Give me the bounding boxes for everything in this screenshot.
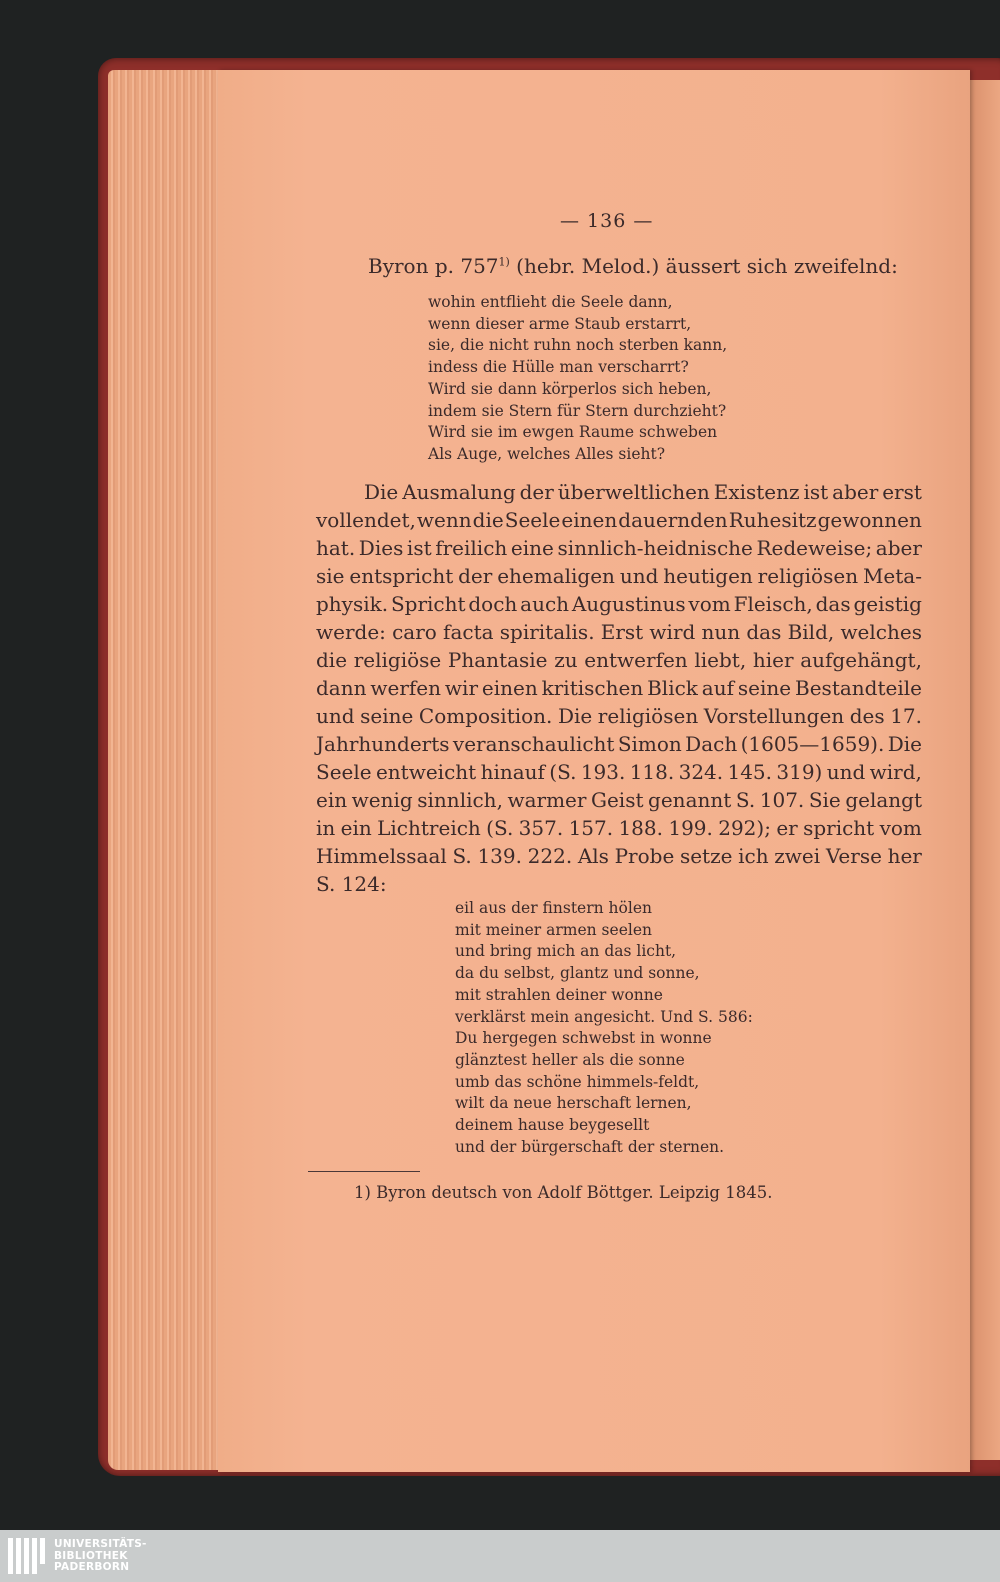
prose-word: wird,: [869, 760, 922, 784]
prose-word: welches: [840, 620, 922, 644]
intro-line: [368, 254, 898, 278]
prose-word: Die: [364, 480, 399, 504]
prose-line: [316, 786, 922, 814]
prose-word: her: [887, 844, 922, 868]
prose-word: entspricht: [349, 564, 454, 588]
intro-text-before: Byron p. 757: [368, 254, 499, 278]
prose-word: vollendet,: [316, 508, 416, 532]
prose-word: Sie: [808, 788, 841, 812]
poem-line: glänztest heller als die sonne: [455, 1050, 685, 1069]
poem-line: wohin entflieht die Seele dann,: [428, 293, 673, 311]
prose-word: Bild,: [787, 620, 835, 644]
prose-word: hinauf: [480, 760, 545, 784]
poem-line: mit meiner armen seelen: [455, 920, 652, 939]
prose-word: sinnlich-heidnische: [557, 536, 753, 560]
prose-word: religiöse: [353, 648, 442, 672]
library-logo-text: [54, 1539, 147, 1574]
prose-word: ist: [406, 536, 432, 560]
prose-word: Spricht: [390, 592, 466, 616]
prose-word: seine: [737, 676, 792, 700]
prose-word: Seele: [504, 508, 561, 532]
prose-word: nun: [701, 620, 741, 644]
prose-word: geistig: [853, 592, 922, 616]
logo-line: UNIVERSITÄTS-: [54, 1538, 147, 1550]
prose-word: wird: [649, 620, 696, 644]
logo-line: PADERBORN: [54, 1561, 130, 1573]
prose-word: sie: [316, 564, 345, 588]
prose-word: 139.: [477, 844, 522, 868]
prose-word: ich: [738, 844, 769, 868]
page-number: — 136 —: [560, 210, 654, 232]
prose-word: 145.: [727, 760, 773, 784]
prose-line: [316, 646, 922, 674]
prose-word: eine: [510, 536, 554, 560]
prose-word: vom: [688, 592, 731, 616]
prose-word: Vorstellungen: [703, 704, 845, 728]
prose-word: Bestandteile: [795, 676, 922, 700]
poem-line: umb das schöne himmels-feldt,: [455, 1072, 700, 1091]
prose-word: ist: [803, 480, 829, 504]
prose-line: S. 124:: [316, 872, 387, 896]
prose-word: Ausmalung: [402, 480, 516, 504]
prose-word: wenn: [416, 508, 472, 532]
footnote-ref: 1): [498, 255, 510, 269]
prose-word: einen: [561, 508, 618, 532]
prose-word: wir: [444, 676, 478, 700]
prose-word: Blick: [647, 676, 698, 700]
prose-word: überweltlichen: [557, 480, 710, 504]
prose-word: Phantasie: [447, 648, 548, 672]
prose-word: genannt: [648, 788, 732, 812]
poem-dach: [455, 898, 753, 1158]
footnote: 1) Byron deutsch von Adolf Böttger. Leipzig 1845.: [354, 1183, 773, 1202]
prose-word: und: [619, 564, 659, 588]
prose-word: veranschaulicht: [452, 732, 615, 756]
prose-line: [316, 842, 922, 870]
prose-line: [316, 730, 922, 758]
prose-paragraph: [316, 478, 922, 898]
prose-word: liebt,: [694, 648, 747, 672]
next-page-edge: [968, 80, 1000, 1460]
prose-word: 199.: [668, 816, 713, 840]
prose-word: freilich: [435, 536, 508, 560]
prose-line: [316, 674, 922, 702]
prose-word: auf: [701, 676, 735, 700]
prose-word: Seele: [316, 760, 372, 784]
page-edges: [108, 70, 226, 1470]
prose-word: kritischen: [541, 676, 644, 700]
poem-line: mit strahlen deiner wonne: [455, 985, 663, 1004]
prose-line: [316, 814, 922, 842]
prose-word: ein: [316, 788, 348, 812]
prose-line: [316, 758, 922, 786]
prose-word: werfen: [370, 676, 442, 700]
prose-word: des: [849, 704, 885, 728]
prose-word: hier: [752, 648, 794, 672]
prose-word: Verse: [825, 844, 882, 868]
prose-word: Dies: [358, 536, 404, 560]
prose-word: hat.: [316, 536, 356, 560]
prose-word: entwerfen: [584, 648, 688, 672]
logo-line: BIBLIOTHEK: [54, 1549, 128, 1562]
prose-line: [316, 562, 922, 590]
prose-word: Composition.: [418, 704, 553, 728]
footnote-rule: [308, 1171, 420, 1172]
poem-line: da du selbst, glantz und sonne,: [455, 964, 700, 983]
prose-word: warmer: [507, 788, 587, 812]
prose-word: religiösen: [757, 564, 859, 588]
prose-word: 319): [776, 760, 823, 784]
prose-word: 222.: [527, 844, 573, 868]
prose-word: aber: [875, 536, 922, 560]
prose-word: der: [519, 480, 554, 504]
prose-word: spricht: [803, 816, 875, 840]
poem-line: sie, die nicht ruhn noch sterben kann,: [428, 336, 728, 355]
poem-line: wenn dieser arme Staub erstarrt,: [428, 314, 692, 333]
prose-word: werde:: [316, 620, 386, 644]
prose-line: [316, 590, 922, 618]
prose-word: sinnlich,: [417, 788, 503, 812]
poem-line: Als Auge, welches Alles sieht?: [428, 444, 666, 463]
poem-line: und bring mich an das licht,: [455, 942, 677, 961]
library-footer: [0, 1530, 1000, 1582]
prose-word: Fleisch,: [733, 592, 813, 616]
prose-word: er: [776, 816, 798, 840]
poem-line: und der bürgerschaft der sternen.: [455, 1137, 725, 1156]
poem-line: Wird sie im ewgen Raume schweben: [428, 423, 718, 442]
prose-word: caro: [392, 620, 437, 644]
prose-word: der: [458, 564, 493, 588]
prose-word: doch: [468, 592, 518, 616]
prose-word: ehemaligen: [497, 564, 615, 588]
prose-word: 107.: [759, 788, 805, 812]
prose-word: gewonnen: [817, 508, 922, 532]
prose-word: Existenz: [713, 480, 800, 504]
prose-word: Als: [577, 844, 609, 868]
prose-word: 17.: [890, 704, 922, 728]
prose-word: Ruhesitz: [728, 508, 817, 532]
prose-word: 157.: [568, 816, 614, 840]
prose-word: zwei: [774, 844, 821, 868]
prose-word: aufgehängt,: [800, 648, 922, 672]
prose-word: (1605—1659).: [740, 732, 885, 756]
prose-word: facta: [443, 620, 494, 644]
prose-word: 118.: [629, 760, 675, 784]
prose-word: S.: [735, 788, 756, 812]
prose-word: dauernden: [618, 508, 728, 532]
prose-line: [316, 618, 922, 646]
prose-word: und: [826, 760, 866, 784]
poem-line: wilt da neue herschaft lernen,: [455, 1094, 692, 1113]
prose-word: erst: [882, 480, 922, 504]
prose-word: in: [316, 816, 336, 840]
prose-word: S.: [452, 844, 472, 868]
prose-word: Meta-: [862, 564, 922, 588]
prose-word: Lichtreich: [377, 816, 481, 840]
prose-word: seine: [360, 704, 414, 728]
prose-word: setze: [679, 844, 733, 868]
prose-word: Simon: [617, 732, 682, 756]
prose-word: einen: [481, 676, 538, 700]
prose-word: 324.: [678, 760, 724, 784]
poem-line: indess die Hülle man verscharrt?: [428, 358, 689, 377]
poem-line: Du hergegen schwebst in wonne: [455, 1029, 712, 1048]
prose-word: physik.: [316, 592, 389, 616]
poem-line: Wird sie dann körperlos sich heben,: [428, 379, 712, 398]
prose-word: ein: [340, 816, 372, 840]
intro-text-after: (hebr. Melod.) äussert sich zweifelnd:: [509, 254, 898, 278]
prose-word: spiritalis.: [499, 620, 595, 644]
poem-byron: [428, 292, 727, 466]
prose-word: aber: [832, 480, 879, 504]
prose-word: das: [815, 592, 851, 616]
prose-word: Geist: [590, 788, 644, 812]
library-logo-icon: [8, 1538, 48, 1574]
prose-word: vom: [879, 816, 922, 840]
poem-line: deinem hause beygesellt: [455, 1116, 650, 1135]
prose-word: Dach: [685, 732, 738, 756]
prose-word: zu: [554, 648, 578, 672]
prose-line: [316, 506, 922, 534]
prose-word: auch: [520, 592, 570, 616]
prose-word: Jahrhunderts: [316, 732, 450, 756]
prose-word: (S.: [486, 816, 514, 840]
prose-word: Probe: [614, 844, 675, 868]
prose-word: Die: [557, 704, 593, 728]
prose-word: (S.: [549, 760, 577, 784]
prose-word: Redeweise;: [756, 536, 873, 560]
prose-word: die: [316, 648, 348, 672]
prose-word: dann: [316, 676, 367, 700]
prose-word: Himmelssaal: [316, 844, 447, 868]
prose-word: Augustinus: [571, 592, 686, 616]
prose-word: 357.: [518, 816, 564, 840]
prose-line: [316, 534, 922, 562]
prose-word: wenig: [351, 788, 413, 812]
prose-word: Erst: [600, 620, 644, 644]
prose-word: 193.: [580, 760, 626, 784]
prose-word: 292);: [718, 816, 771, 840]
prose-word: Die: [887, 732, 922, 756]
prose-line: [316, 702, 922, 730]
prose-word: heutigen: [663, 564, 753, 588]
prose-word: religiösen: [597, 704, 699, 728]
poem-line: verklärst mein angesicht. Und S. 586:: [455, 1007, 753, 1026]
prose-word: die: [472, 508, 504, 532]
prose-word: entweicht: [375, 760, 477, 784]
prose-word: und: [316, 704, 355, 728]
prose-line: [316, 478, 922, 506]
poem-line: indem sie Stern für Stern durchzieht?: [428, 401, 727, 420]
prose-word: gelangt: [845, 788, 922, 812]
prose-word: 188.: [618, 816, 663, 840]
prose-word: das: [746, 620, 782, 644]
poem-line: eil aus der finstern hölen: [455, 899, 652, 917]
